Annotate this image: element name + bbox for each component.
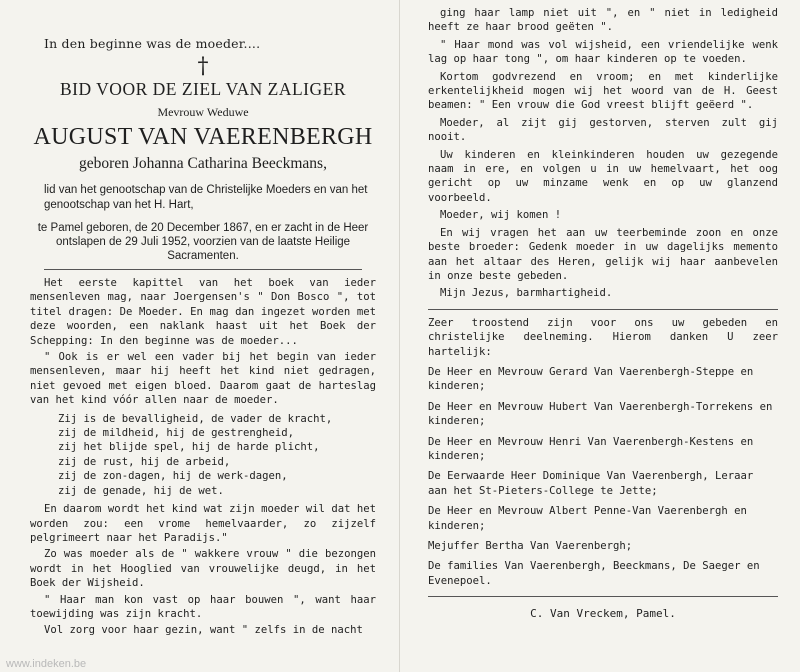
thanks-block xyxy=(428,316,778,359)
poem-line: zij de genade, hij de wet. xyxy=(58,484,224,497)
poem-line: zij de zon-dagen, hij de werk-dagen, xyxy=(58,470,288,483)
paragraph: ging haar lamp niet uit ", en " niet in ledigheid heeft ze haar brood geëten ". xyxy=(428,7,778,34)
poem-line: zij het blijde spel, hij de harde plicht, xyxy=(58,441,320,454)
watermark: www.indeken.be xyxy=(6,658,87,670)
family-entry: Mejuffer Bertha Van Vaerenbergh; xyxy=(428,540,633,552)
divider xyxy=(44,269,362,270)
paragraph: Moeder, wij komen ! xyxy=(440,209,562,222)
intro-line: In den beginne was de moeder.... xyxy=(44,36,261,51)
poem xyxy=(58,412,376,498)
birth-name: geboren Johanna Catharina Beeckmans, xyxy=(79,155,327,172)
paragraph: Het eerste kapittel van het boek van ieder mensenleven mag, naar Joergensen's " Don Bosco ", tot titel dragen: De Moeder. En mag dan ingezet worden met deze woorden, een naklank haast uit het Boek der Schepping: In den beginne was de moeder... xyxy=(30,277,376,347)
poem-line: Zij is de bevalligheid, de vader de kracht, xyxy=(58,412,333,425)
paragraph: " Haar man kon vast op haar bouwen ", want haar toewijding was zijn kracht. xyxy=(30,593,376,620)
paragraph: En daarom wordt het kind wat zijn moeder wil dat het worden zou: een vrome hemelvaarder, zo zijzelf pelgrimeert naar het Paradijs." xyxy=(30,503,376,544)
paragraph: Zo was moeder als de " wakkere vrouw " die bezongen wordt in het Hooglied van vrouwelijke deugd, in het Boek der Wijsheid. xyxy=(30,548,376,590)
family-entry: De Eerwaarde Heer Dominique Van Vaerenbergh, Leraar aan het St-Pieters-College te Jette; xyxy=(428,470,754,497)
paragraph: Kortom godvrezend en vroom; en met kinderlijke erkentelijkheid mogen wij het woord van de H. Geest beamen: " Een vrouw die God vreest blijft geëerd ". xyxy=(428,70,778,112)
right-page xyxy=(400,0,800,672)
thanks-intro: Zeer troostend zijn voor ons uw gebeden en christelijke deelneming. Hierom danken U zeer hartelijk: xyxy=(428,316,778,358)
divider xyxy=(428,596,778,597)
paragraph: Uw kinderen en kleinkinderen houden uw gezegende naam in ere, en volgen u in uw hemelvaart, het oog gericht op uw minzame wenk en op uw glanzend voorbeeld. xyxy=(428,148,778,204)
left-body xyxy=(30,276,376,638)
poem-line: zij de mildheid, hij de gestrengheid, xyxy=(58,427,294,440)
family-entry: De Heer en Mevrouw Hubert Van Vaerenbergh-Torrekens en kinderen; xyxy=(428,400,773,428)
poem-line: zij de rust, hij de arbeid, xyxy=(58,455,231,468)
family-entry: De Heer en Mevrouw Gerard Van Vaerenbergh-Steppe en kinderen; xyxy=(428,365,754,393)
family-entry: De Heer en Mevrouw Albert Penne-Van Vaerenbergh en kinderen; xyxy=(428,505,747,532)
printer-credit: C. Van Vreckem, Pamel. xyxy=(530,607,676,621)
widow-title: Mevrouw Weduwe xyxy=(157,105,249,119)
family-entry: De Heer en Mevrouw Henri Van Vaerenbergh-Kestens en kinderen; xyxy=(428,435,754,462)
paragraph: Mijn Jezus, barmhartigheid. xyxy=(440,287,613,300)
right-body xyxy=(428,6,778,301)
membership-text: lid van het genootschap van de Christelijke Moeders en van het genootschap van het H. Hart, xyxy=(44,184,368,211)
paragraph: Moeder, al zijt gij gestorven, sterven zult gij nooit. xyxy=(428,116,778,144)
deceased-name: AUGUST VAN VAERENBERGH xyxy=(33,124,373,150)
family-entry: De families Van Vaerenbergh, Beeckmans, De Saeger en Evenepoel. xyxy=(428,560,760,587)
family-list xyxy=(428,365,778,588)
paragraph: Vol zorg voor haar gezin, want " zelfs in de nacht xyxy=(44,624,363,637)
cross-icon: † xyxy=(197,54,209,79)
prayer-heading: BID VOOR DE ZIEL VAN ZALIGER xyxy=(59,79,347,99)
paragraph: " Haar mond was vol wijsheid, een vriendelijke wenk lag op haar tong ", om haar kinderen op te voeden. xyxy=(428,38,778,66)
paragraph: En wij vragen het aan uw teerbeminde zoon en onze beste broeder: Gedenk moeder in uw dagelijks memento aan het altaar des Heren, gelijk wij haar aanbevelen in onze beste gebeden. xyxy=(428,226,778,282)
divider xyxy=(428,309,778,310)
life-dates: te Pamel geboren, de 20 December 1867, en er zacht in de Heer ontslapen de 29 Juli 1952, voorzien van de laatste Heilige Sacramenten. xyxy=(37,222,369,262)
paragraph: " Ook is er wel een vader bij het begin van ieder mensenleven, maar hij heeft het kind niet gedragen, niet gevoed met eigen bloed. Daarom gaat de harteslag van het kind vóór allen naar de moeder. xyxy=(30,351,376,407)
